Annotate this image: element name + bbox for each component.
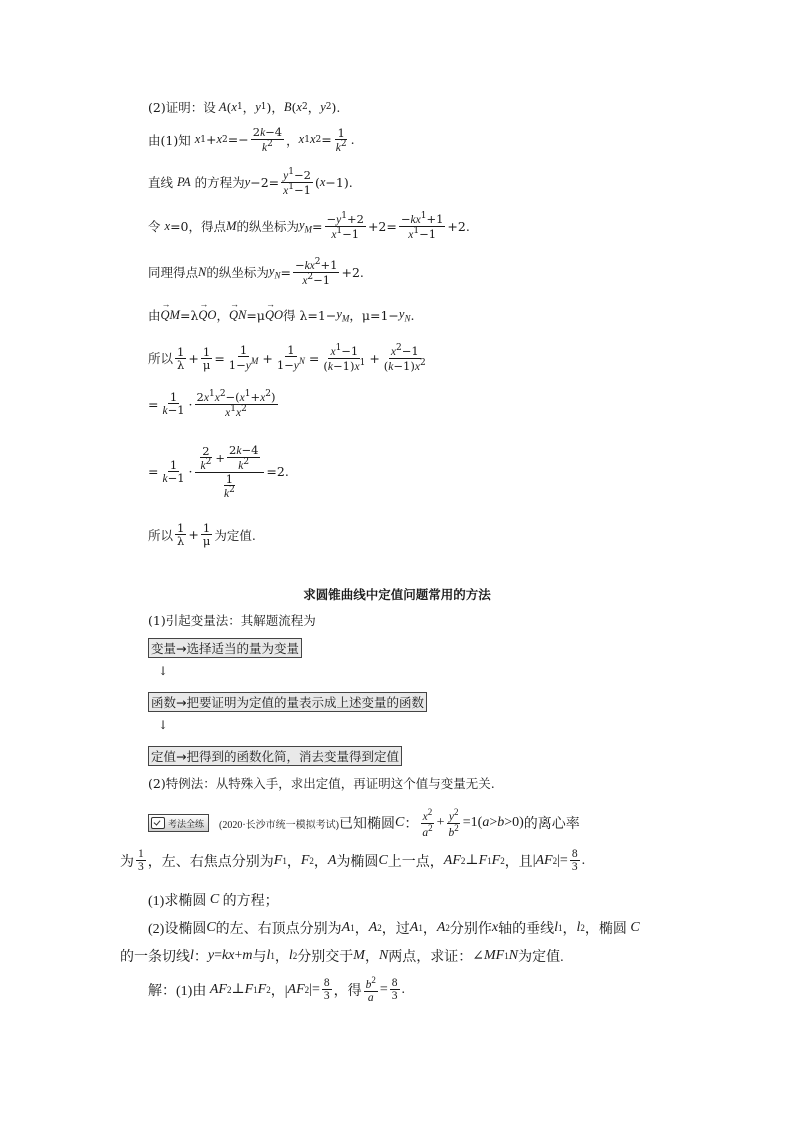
proof-line-4: 令 x =0 ，得点 M 的纵坐标为 $y_M$ = $\frac{-y^1+2}{x^1-1}$ +2= $\frac{-kx^1+1}{x^1-1}$ +2. xyxy=(148,211,470,241)
flow-step-function: 函数→把要证明为定值的量表示成上述变量的函数 xyxy=(148,692,427,712)
proof-line-2: 由(1)知 x 1 + x 2 =− $\frac{2k-4}{k^2}$ ， x 1 x 2 = $\frac{1}{k^2}$ . xyxy=(148,125,355,154)
flow-step-variable: 变量→选择适当的量为变量 xyxy=(148,638,302,658)
proof-line-7: 所以 $\frac{1}{\lambda}$ + $\frac{1}{\mu}$ = $\frac{1}{1-y^M}$ + $\frac{1}{1-y^N}$ = $\frac{x^1-1}{(k-1)x^1}$ + $\frac{x^2-1}{(k-1)x^2}$ xyxy=(148,343,426,373)
exercise-part-1: (1)求椭圆 C 的方程； xyxy=(148,892,279,909)
exercise-part-2b: 的一条切线 l ： y = kx + m 与 l 1 ， l 2 分别交于 M ， N 两点，求证： ∠ MF 1 N 为定值. xyxy=(120,948,564,965)
flow-step-constant: 定值→把得到的函数化简，消去变量得到定值 xyxy=(148,746,402,766)
exercise-solution: 解：(1)由 AF 2 ⊥ F 1 F 2 ，| AF 2 |= $\frac{8}{3}$ ，得 $\frac{b^2}{a}$ = $\frac{8}{3}$ . xyxy=(148,975,406,1004)
proof-line-9: = $\frac{1}{k-1}$ · $\frac{2}{k^2}$ + $\frac{2k-4}{k^2}$ $\frac{1}{k^2}$ =2. xyxy=(148,443,289,500)
exercise-line-2: 为 $\frac{1}{3}$ ，左、右焦点分别为 F 1 ， F 2 ， A 为椭圆 C 上一点， AF 2 ⊥ F 1 F 2 ，且 | AF 2 |= $\frac{8}{3}$ . xyxy=(120,848,586,874)
flow-arrow-1: ↓ xyxy=(158,664,169,678)
proof-line-8: = $\frac{1}{k-1}$ · $\frac{2x^1x^2-(x^1+x^2)}{x^1x^2}$ xyxy=(148,389,276,419)
exercise-line-1: 考法全练 (2020·长沙市统一模拟考试) 已知椭圆 C ： $\frac{x^2}{a^2}$ + $\frac{y^2}{b^2}$ =1( a > b >0) 的离心率 xyxy=(148,808,580,839)
method-intro: (1)引起变量法：其解题流程为 xyxy=(148,613,316,628)
flow-arrow-2: ↓ xyxy=(158,718,169,732)
method-title: 求圆锥曲线中定值问题常用的方法 xyxy=(303,587,491,602)
exercise-part-2a: (2)设椭圆 C 的左、右顶点分别为 A 1 ， A 2 ，过 A 1 ， A 2 分别作 x 轴的垂线 l 1 ， l 2 ，椭圆 C xyxy=(148,920,640,937)
check-icon xyxy=(151,817,165,829)
method-special: (2)特例法：从特殊入手，求出定值，再证明这个值与变量无关. xyxy=(148,776,495,791)
proof-line-3: 直线 PA 的方程为 y −2= $\frac{y^1-2}{x^1-1}$ ( x −1). xyxy=(148,167,353,197)
proof-line-5: 同理得点 N 的纵坐标为 $y_N$ = $\frac{-kx^2+1}{x^2-1}$ +2. xyxy=(148,257,364,287)
exercise-badge: 考法全练 xyxy=(148,814,209,832)
proof-conclusion: 所以 $\frac{1}{\lambda}$ + $\frac{1}{\mu}$ 为定值. xyxy=(148,521,256,549)
proof-line-1: (2)证明：设 A ( x 1 ， y 1 )， B ( x 2 ， y 2 ). xyxy=(148,99,341,115)
proof-line-6: 由 → QM =λ → QO ， → QN =μ → QO 得 λ=1− $y_M$ ，μ=1− $y_N$ . xyxy=(148,306,414,324)
